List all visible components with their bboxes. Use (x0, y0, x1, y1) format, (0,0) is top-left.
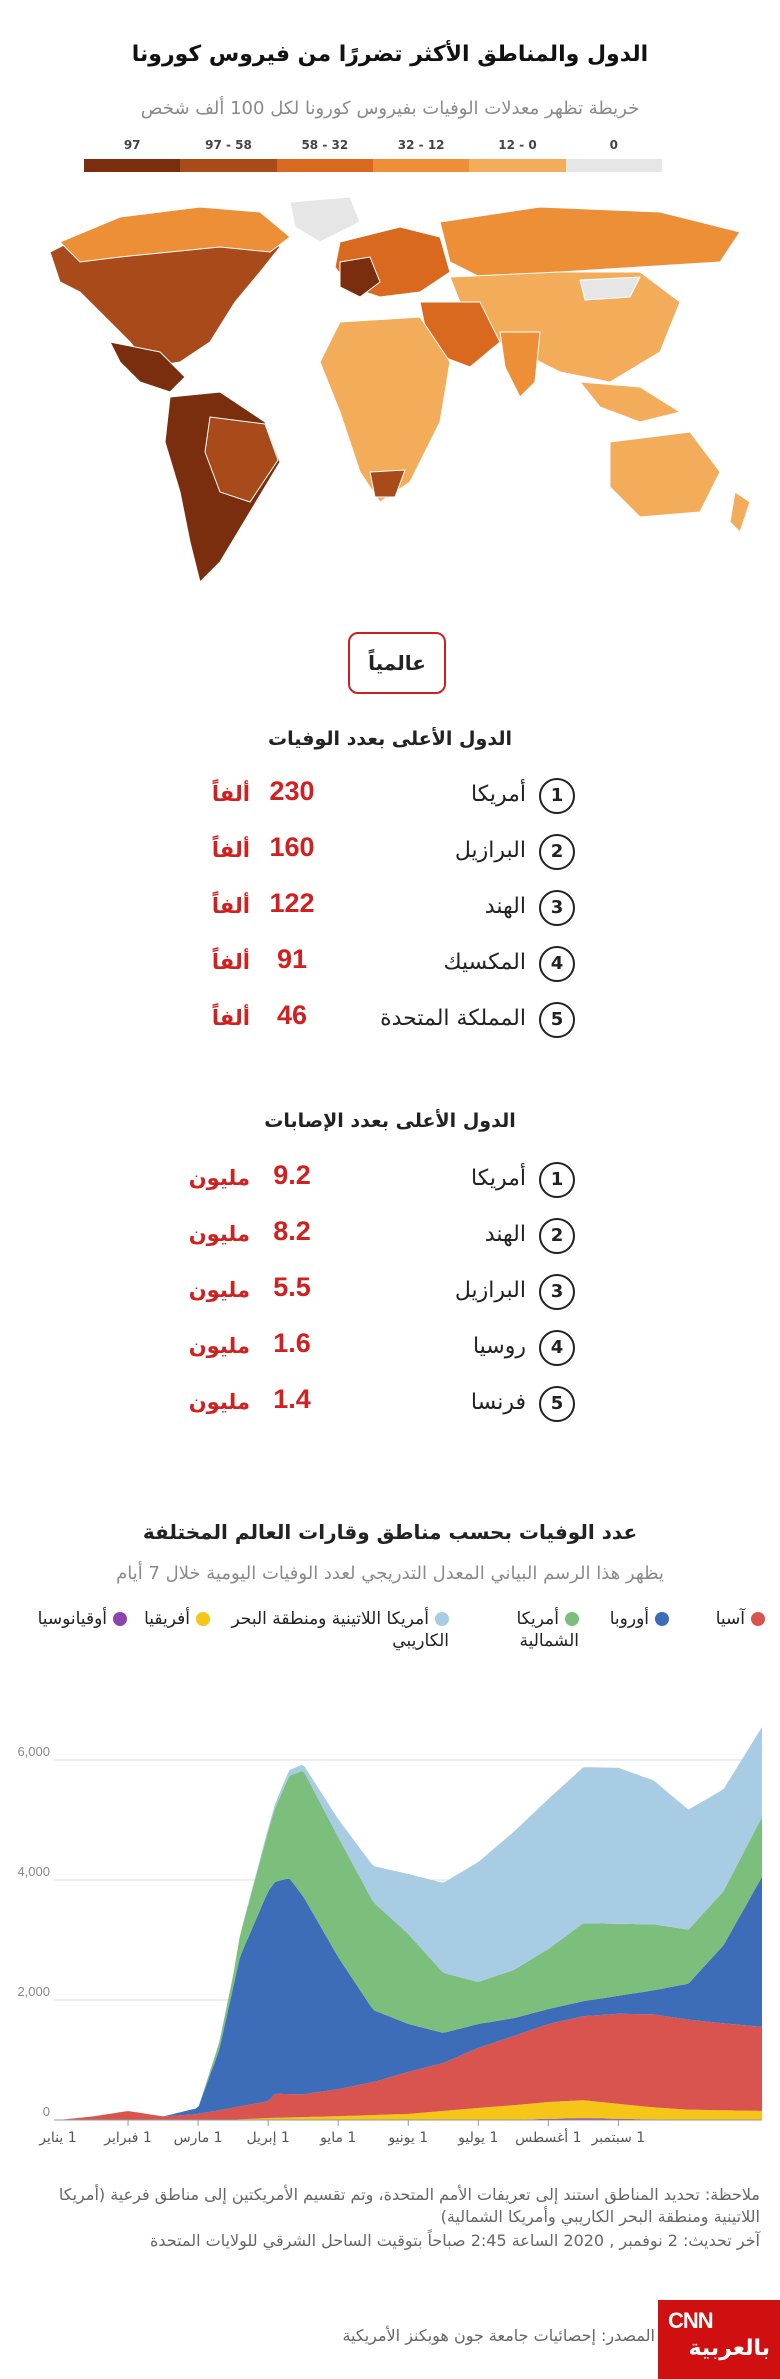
deaths-row (0, 778, 780, 834)
x-tick-label: 1 إبريل (246, 2130, 290, 2146)
rank-badge: 1 (539, 1162, 575, 1198)
cases-row (0, 1386, 780, 1442)
world-map (20, 192, 760, 602)
map-region-south-africa (370, 470, 405, 497)
map-legend-item: 97 - 58 (180, 138, 276, 172)
country-name: المكسيك (443, 950, 526, 975)
legend-dot (113, 1612, 127, 1626)
map-legend-item: 32 - 12 (373, 138, 469, 172)
logo-arabic-text: بالعربية (688, 2336, 770, 2361)
country-name: الهند (484, 1222, 526, 1247)
case-unit: مليون (188, 1166, 250, 1190)
case-value: 5.5 (273, 1272, 311, 1302)
case-value: 9.2 (273, 1160, 311, 1190)
death-unit: ألفاً (211, 950, 250, 974)
death-value: 122 (269, 888, 315, 918)
rank-badge: 4 (539, 946, 575, 982)
tab-global[interactable]: عالمياً (348, 632, 446, 694)
map-legend-item: 58 - 32 (277, 138, 373, 172)
update-text: آخر تحديث: 2 نوفمبر , 2020 الساعة 2:45 صباحاً بتوقيت الساحل الشرقي للولايات المتحدة (150, 2231, 760, 2250)
rank-badge: 5 (539, 1386, 575, 1422)
legend-dot (435, 1612, 449, 1626)
map-legend-item: 97 (84, 138, 180, 172)
case-unit: مليون (188, 1334, 250, 1358)
map-legend-item: 12 - 0 (469, 138, 565, 172)
logo-cnn-text: CNN (668, 2308, 713, 2333)
map-legend-item: 0 (566, 138, 662, 172)
legend-item-europe: أوروبا (610, 1608, 669, 1630)
legend-dot (655, 1612, 669, 1626)
country-name: البرازيل (454, 838, 526, 863)
country-name: أمريكا (470, 1166, 526, 1191)
rank-badge: 1 (539, 778, 575, 814)
rank-badge: 5 (539, 1002, 575, 1038)
map-region-australia (610, 432, 720, 517)
x-tick-label: 1 يناير (39, 2130, 77, 2146)
death-unit: ألفاً (211, 838, 250, 862)
legend-item-north-america: أمريكا الشمالية (516, 1609, 579, 1651)
cases-row (0, 1330, 780, 1386)
legend-dot (565, 1612, 579, 1626)
case-unit: مليون (188, 1278, 250, 1302)
map-region-india (500, 332, 540, 397)
legend-dot (196, 1612, 210, 1626)
page-subtitle: خريطة تظهر معدلات الوفيات بفيروس كورونا لكل 100 ألف شخص (140, 98, 640, 119)
country-name: روسيا (472, 1334, 526, 1359)
y-tick-label: 6,000 (17, 1744, 50, 1759)
chart-title: عدد الوفيات بحسب مناطق وقارات العالم المختلفة (142, 1520, 638, 1544)
map-legend (84, 138, 662, 172)
y-tick-label: 4,000 (17, 1864, 50, 1879)
chart-legend (30, 1608, 765, 1668)
country-name: أمريكا (470, 782, 526, 807)
cases-row (0, 1274, 780, 1330)
x-tick-label: 1 فبراير (104, 2130, 152, 2146)
country-name: المملكة المتحدة (380, 1006, 526, 1031)
cases-row (0, 1218, 780, 1274)
y-tick-label: 2,000 (17, 1984, 50, 1999)
x-tick-label: 1 أغسطس (515, 2130, 582, 2146)
rank-badge: 3 (539, 1274, 575, 1310)
note-text: ملاحظة: تحديد المناطق استند إلى تعريفات الأمم المتحدة، وتم تقسيم الأمريكتين إلى مناطق فرعية (أمريكا اللاتينية ومنطقة البحر الكاريبي وأمريكا الشمالية) (58, 2185, 760, 2226)
case-value: 1.4 (273, 1384, 311, 1414)
case-unit: مليون (188, 1390, 250, 1414)
legend-item-asia: آسيا (716, 1608, 765, 1630)
y-tick-label: 0 (42, 2104, 50, 2119)
cases-row (0, 1162, 780, 1218)
country-name: الهند (484, 894, 526, 919)
chart-subtitle: يظهر هذا الرسم البياني المعدل التدريجي لعدد الوفيات اليومية خلال 7 أيام (116, 1563, 664, 1584)
map-region-southeast-asia (580, 382, 680, 422)
deaths-row (0, 890, 780, 946)
x-tick-label: 1 يوليو (458, 2130, 499, 2146)
legend-item-africa: أفريقيا (144, 1608, 210, 1630)
death-unit: ألفاً (211, 1006, 250, 1030)
deaths-row (0, 1002, 780, 1058)
legend-item-oceania: أوقيانوسيا (38, 1608, 127, 1630)
legend-dot (751, 1612, 765, 1626)
death-value: 160 (269, 832, 315, 862)
rank-badge: 2 (539, 834, 575, 870)
x-tick-label: 1 مايو (320, 2130, 357, 2146)
cases-section-title: الدول الأعلى بعدد الإصابات (264, 1110, 516, 1132)
deaths-row (0, 834, 780, 890)
rank-badge: 3 (539, 890, 575, 926)
death-value: 91 (276, 944, 308, 974)
x-tick-label: 1 يونيو (388, 2130, 429, 2146)
x-tick-label: 1 مارس (173, 2130, 223, 2146)
deaths-section-title: الدول الأعلى بعدد الوفيات (268, 728, 512, 750)
deaths-row (0, 946, 780, 1002)
source-text: المصدر: إحصائيات جامعة جون هوبكنز الأمريكية (342, 2326, 655, 2345)
death-unit: ألفاً (211, 782, 250, 806)
rank-badge: 2 (539, 1218, 575, 1254)
page-title: الدول والمناطق الأكثر تضررًا من فيروس كورونا (131, 42, 649, 67)
death-value: 230 (269, 776, 315, 806)
deaths-area-chart (0, 1680, 780, 2160)
map-region-greenland (290, 197, 360, 242)
x-tick-label: 1 سبتمبر (591, 2130, 646, 2146)
rank-badge: 4 (539, 1330, 575, 1366)
map-region-russia (440, 207, 740, 277)
country-name: فرنسا (470, 1390, 526, 1415)
death-value: 46 (276, 1000, 308, 1030)
map-region-new-zealand (730, 492, 750, 532)
case-value: 8.2 (273, 1216, 311, 1246)
country-name: البرازيل (454, 1278, 526, 1303)
cnn-arabic-logo[interactable] (658, 2300, 780, 2379)
case-unit: مليون (188, 1222, 250, 1246)
case-value: 1.6 (273, 1328, 311, 1358)
death-unit: ألفاً (211, 894, 250, 918)
legend-item-latin-america: أمريكا اللاتينية ومنطقة البحر الكاريبي (231, 1609, 449, 1651)
